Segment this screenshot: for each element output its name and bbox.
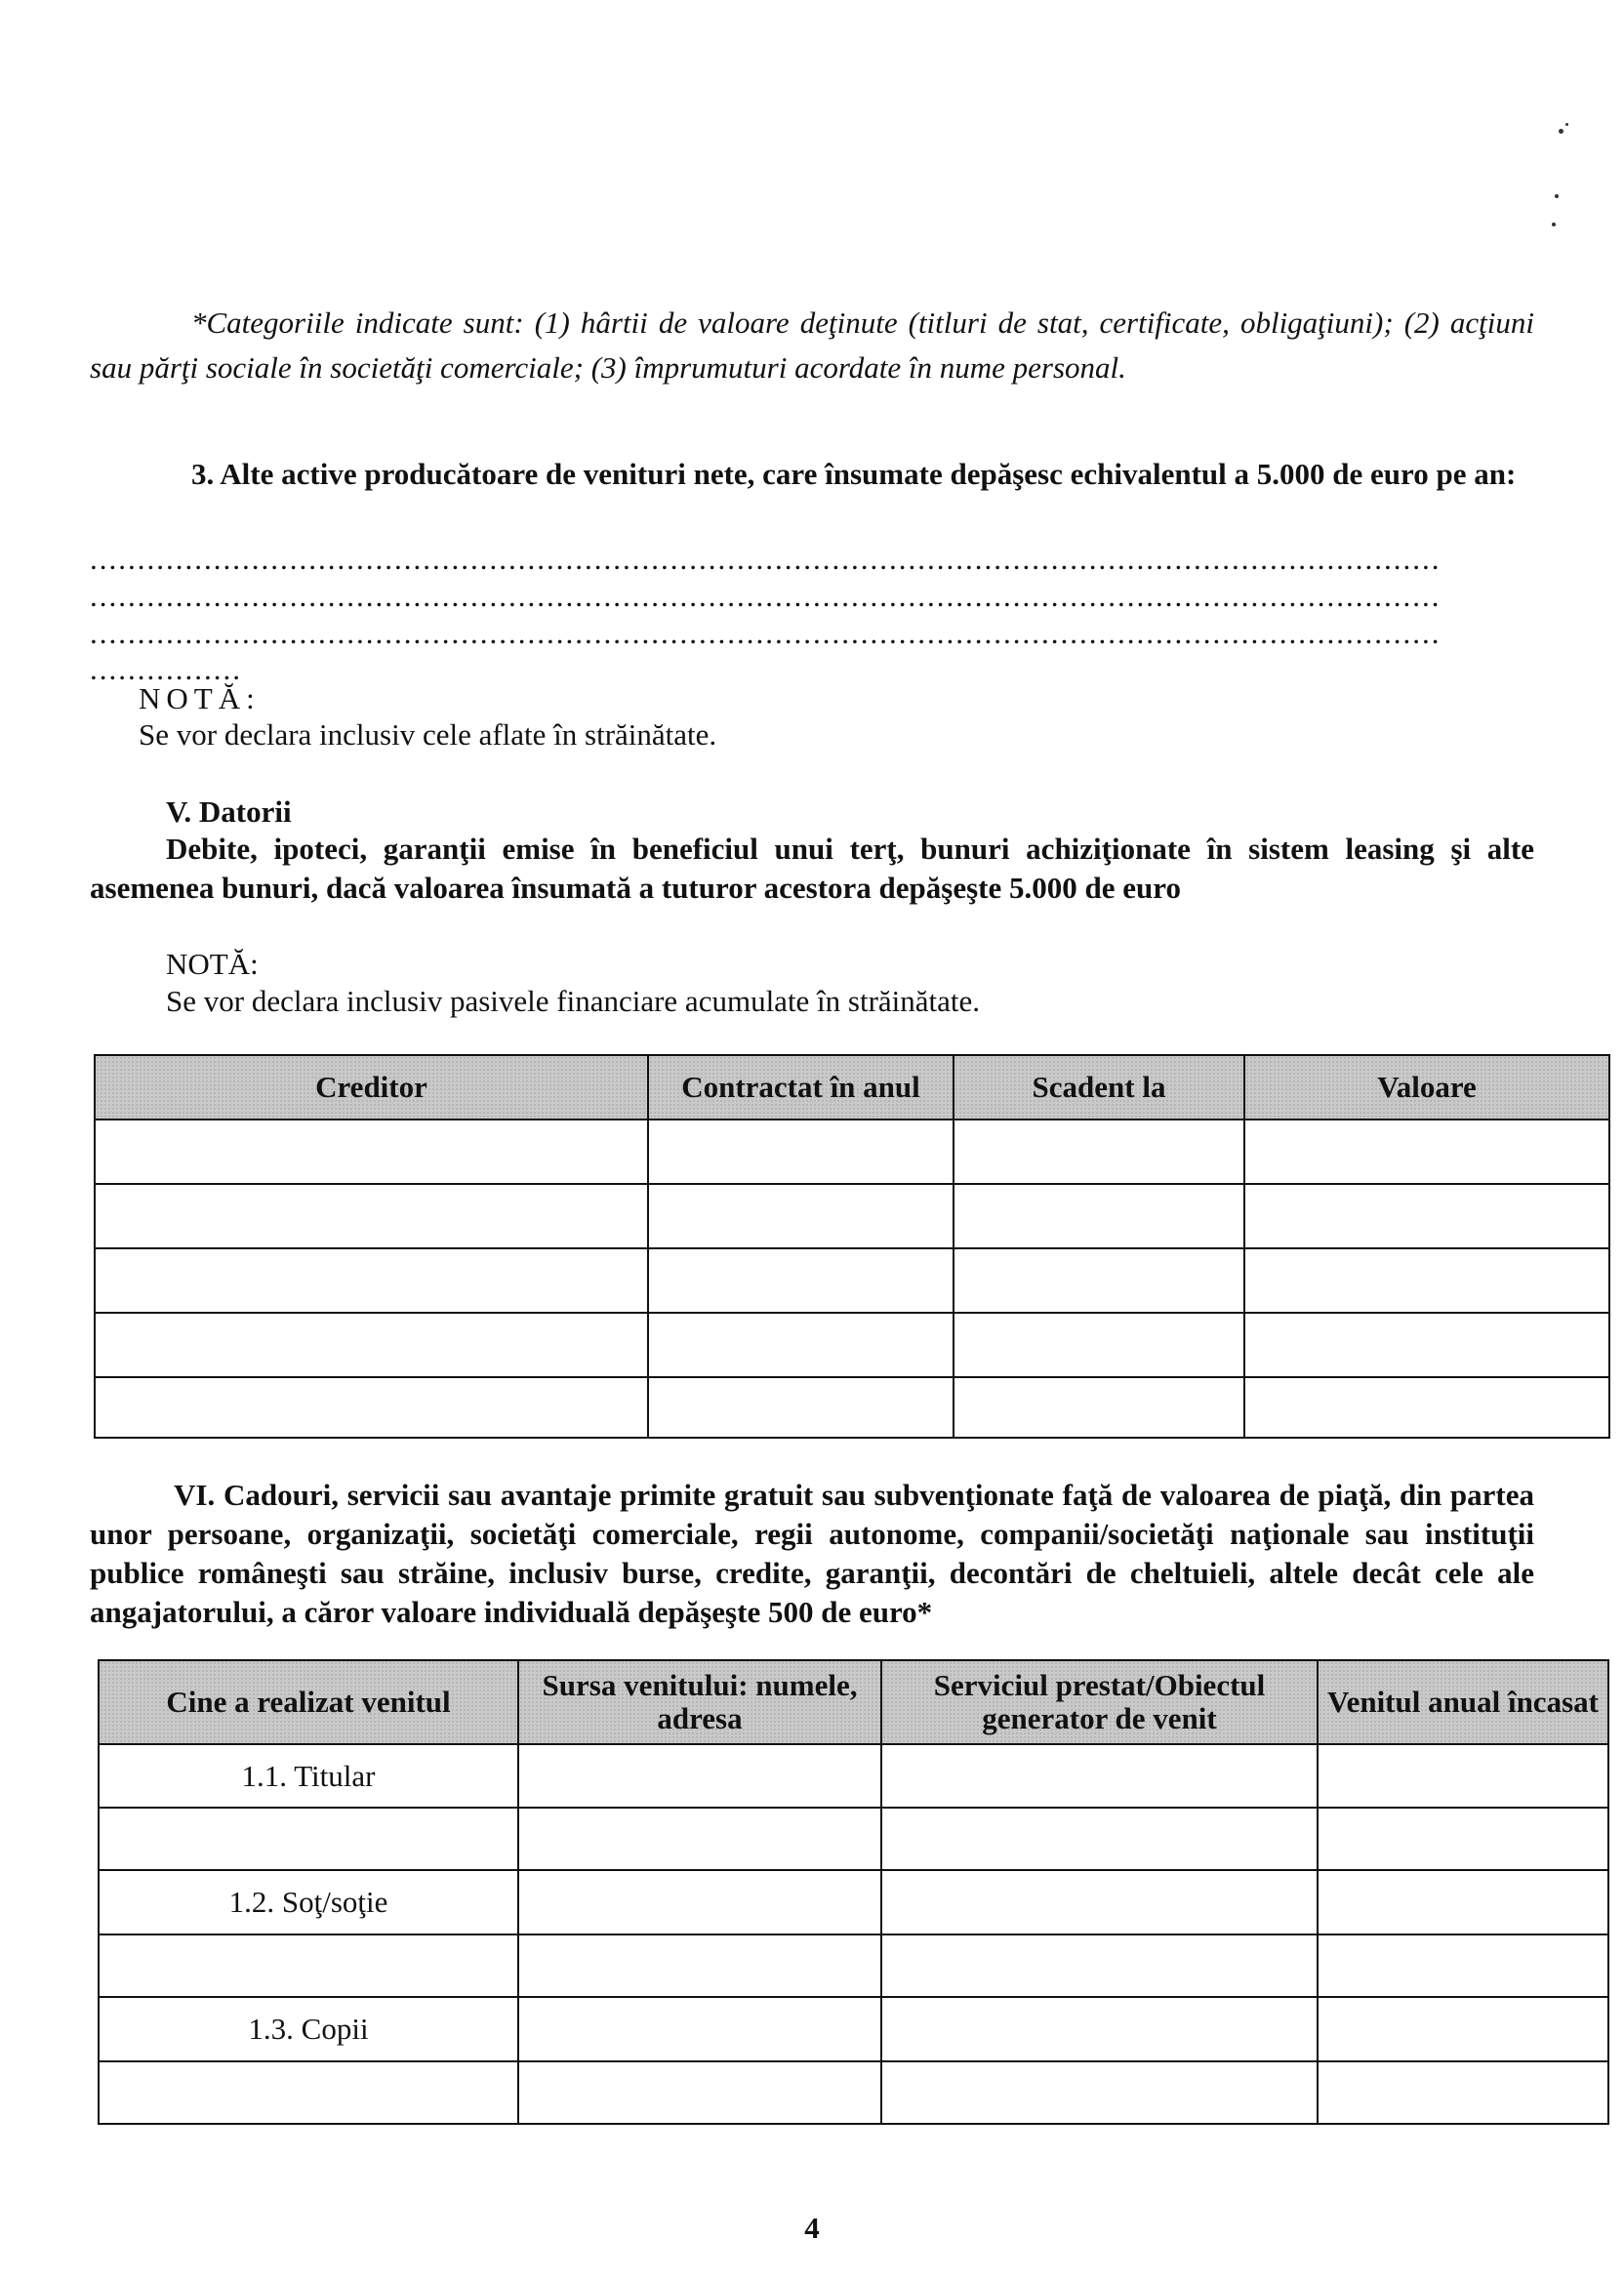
table-cell[interactable] — [881, 2061, 1318, 2124]
scan-speck — [1555, 194, 1559, 198]
header-contractat: Contractat în anul — [648, 1055, 954, 1120]
table-row — [99, 1934, 1608, 1997]
header-cine-a-realizat: Cine a realizat venitul — [99, 1660, 518, 1744]
nota-label: NOTĂ: — [139, 681, 261, 715]
table-row — [99, 1808, 1608, 1870]
table-cell[interactable] — [954, 1184, 1244, 1248]
nota-text: Se vor declara inclusiv pasivele financiare acumulate în străinătate. — [166, 984, 981, 1018]
nota-text: Se vor declara inclusiv cele aflate în străinătate. — [139, 717, 717, 752]
table-row — [95, 1184, 1609, 1248]
categories-footnote: *Categoriile indicate sunt: (1) hârtii de valoare deţinute (titluri de stat, certificate, obligaţiuni); (2) acţiuni sau părţi sociale în societăţi comerciale; (3) împrumuturi acordate în nume personal. — [90, 305, 1534, 385]
row-label-copii: 1.3. Copii — [99, 1997, 518, 2061]
table-cell[interactable] — [1318, 1997, 1608, 2061]
header-scadent: Scadent la — [954, 1055, 1244, 1120]
table-cell[interactable] — [648, 1377, 954, 1438]
table-cell[interactable] — [1318, 1744, 1608, 1808]
table-cell[interactable] — [648, 1184, 954, 1248]
section-3-heading: 3. Alte active producătoare de venituri nete, care însumate depăşesc echivalentul a 5.000 de euro pe an: — [191, 457, 1517, 491]
table-cell[interactable] — [1318, 1870, 1608, 1934]
table-cell[interactable] — [648, 1313, 954, 1377]
table-cell[interactable] — [1318, 1808, 1608, 1870]
table-cell[interactable] — [954, 1377, 1244, 1438]
table-cell[interactable] — [881, 1744, 1318, 1808]
dotted-fill-line: .............................................................................................................................................. — [90, 579, 1441, 613]
scan-speck — [1565, 123, 1568, 126]
table-cell[interactable] — [1318, 2061, 1608, 2124]
section-6-description: VI. Cadouri, servicii sau avantaje primite gratuit sau subvenţionate faţă de valoarea de piaţă, din partea unor persoane, organizaţii, societăţi comerciale, regii autonome, companii/societăţi naţionale sau instituţii publice româneşti sau străine, inclusiv burse, credite, garanţii, decontări de cheltuieli, altele decât cele ale angajatorului, a căror valoare individuală depăşeşte 500 de euro* — [90, 1478, 1534, 1629]
table-cell[interactable] — [648, 1120, 954, 1184]
table-row — [95, 1313, 1609, 1377]
table-cell[interactable] — [881, 1870, 1318, 1934]
table-cell[interactable] — [1244, 1184, 1609, 1248]
scan-speck — [1559, 129, 1563, 134]
table-cell[interactable] — [99, 1934, 518, 1997]
row-label-sot-sotie: 1.2. Soţ/soţie — [99, 1870, 518, 1934]
table-row — [99, 1997, 1608, 2061]
table-cell[interactable] — [518, 2061, 881, 2124]
section-5-title: V. Datorii — [166, 794, 292, 829]
table-cell[interactable] — [648, 1248, 954, 1313]
table-cell[interactable] — [99, 1808, 518, 1870]
table-cell[interactable] — [95, 1184, 648, 1248]
table-row — [95, 1248, 1609, 1313]
table-cell[interactable] — [881, 1934, 1318, 1997]
table-cell[interactable] — [954, 1120, 1244, 1184]
table-cell[interactable] — [95, 1120, 648, 1184]
table-cell[interactable] — [95, 1313, 648, 1377]
table-row — [95, 1377, 1609, 1438]
table-cell[interactable] — [99, 2061, 518, 2124]
table-cell[interactable] — [1318, 1934, 1608, 1997]
datorii-table — [94, 1054, 1610, 1439]
row-label-titular: 1.1. Titular — [99, 1744, 518, 1808]
table-row — [99, 2061, 1608, 2124]
table-cell[interactable] — [1244, 1120, 1609, 1184]
table-cell[interactable] — [95, 1248, 648, 1313]
table-cell[interactable] — [1244, 1313, 1609, 1377]
table-cell[interactable] — [518, 1934, 881, 1997]
table-row — [99, 1744, 1608, 1808]
table-cell[interactable] — [1244, 1377, 1609, 1438]
table-cell[interactable] — [1244, 1248, 1609, 1313]
table-row — [99, 1870, 1608, 1934]
table-cell[interactable] — [518, 1744, 881, 1808]
dotted-fill-line-short: ................ — [90, 652, 242, 686]
page-number: 4 — [804, 2211, 820, 2245]
table-cell[interactable] — [881, 1997, 1318, 2061]
table-cell[interactable] — [954, 1313, 1244, 1377]
dotted-fill-line: .............................................................................................................................................. — [90, 616, 1441, 650]
table-cell[interactable] — [518, 1870, 881, 1934]
table-cell[interactable] — [95, 1377, 648, 1438]
table-cell[interactable] — [954, 1248, 1244, 1313]
header-venitul-anual: Venitul anual încasat — [1318, 1660, 1608, 1744]
header-valoare: Valoare — [1244, 1055, 1609, 1120]
table-cell[interactable] — [881, 1808, 1318, 1870]
header-creditor: Creditor — [95, 1055, 648, 1120]
table-cell[interactable] — [518, 1808, 881, 1870]
section-5-description: Debite, ipoteci, garanţii emise în beneficiul unui terţ, bunuri achiziţionate în sistem leasing şi alte asemenea bunuri, dacă valoarea însumată a tuturor acestora depăşeşte 5.000 de euro — [90, 832, 1534, 905]
header-sursa-venitului: Sursa venitului: numele, adresa — [518, 1660, 881, 1744]
table-row — [95, 1120, 1609, 1184]
header-serviciul-prestat: Serviciul prestat/Obiectul generator de venit — [881, 1660, 1318, 1744]
cadouri-table — [98, 1659, 1609, 2125]
dotted-fill-line: .............................................................................................................................................. — [90, 542, 1441, 576]
scan-speck — [1552, 223, 1556, 226]
nota-label: NOTĂ: — [166, 947, 259, 981]
table-cell[interactable] — [518, 1997, 881, 2061]
